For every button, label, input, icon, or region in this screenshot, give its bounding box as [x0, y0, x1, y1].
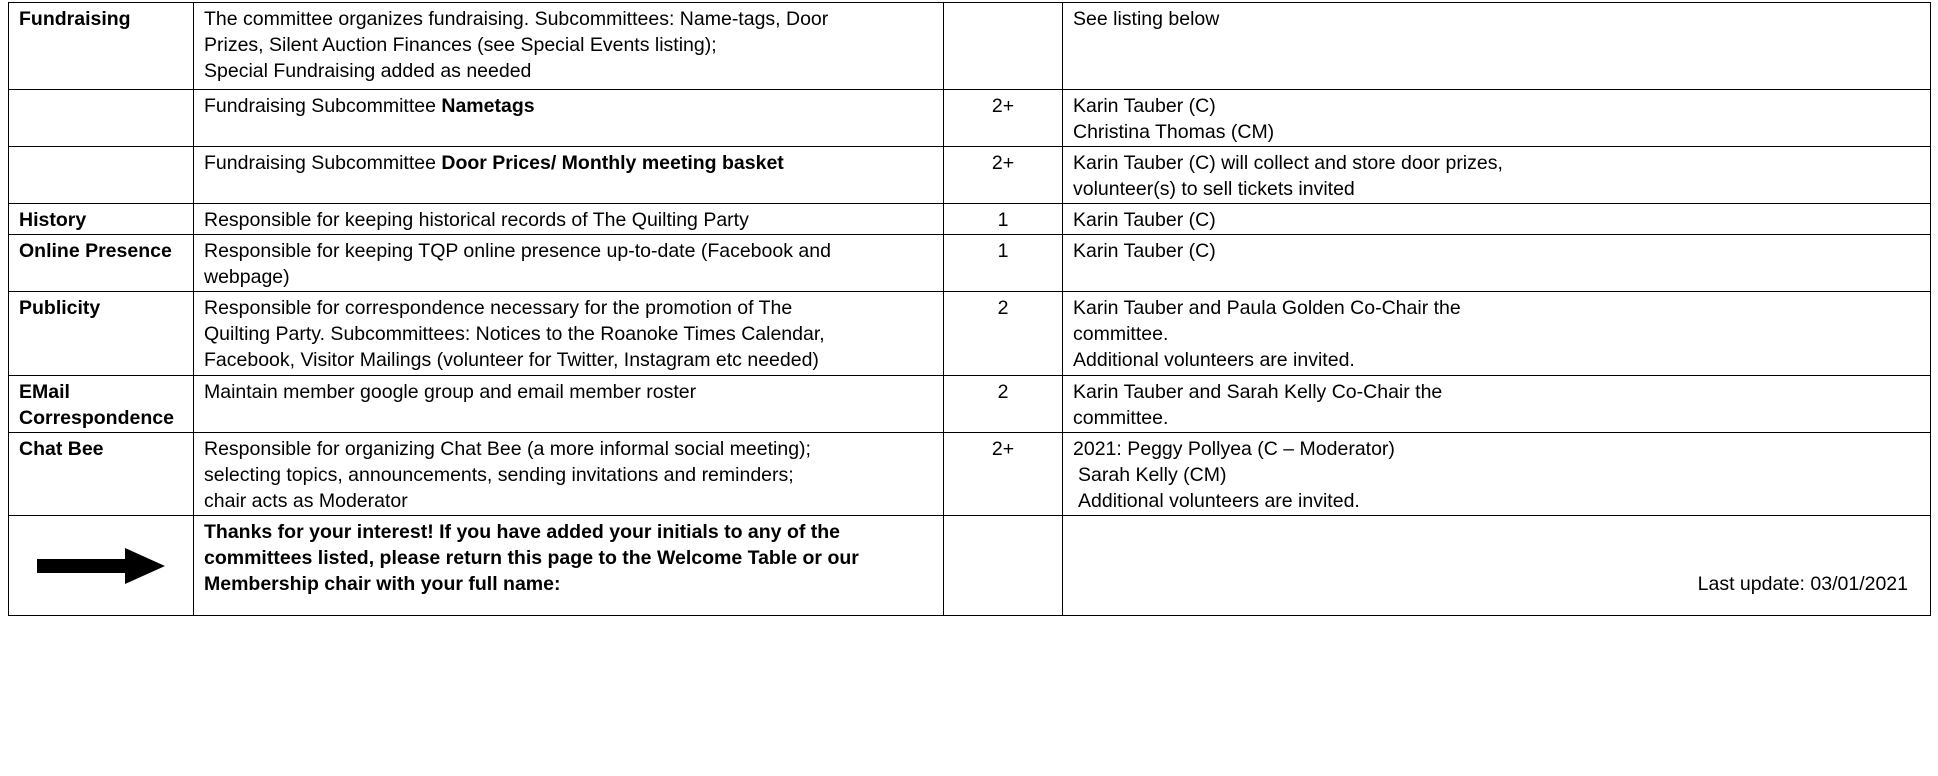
last-update-cell	[1063, 516, 1931, 616]
table-row	[9, 376, 1931, 433]
volunteer-line: 2021: Peggy Pollyea (C – Moderator)	[1073, 438, 1395, 460]
committee-name	[9, 147, 194, 204]
table-row	[9, 3, 1931, 90]
description-line: Responsible for organizing Chat Bee (a more informal social meeting);	[204, 438, 811, 460]
volunteer-count: 2+	[944, 90, 1063, 147]
volunteer-names	[1063, 204, 1931, 235]
volunteer-line: committee.	[1073, 407, 1169, 429]
volunteer-line: Karin Tauber (C)	[1073, 95, 1216, 117]
description-line: Responsible for keeping TQP online presence up-to-date (Facebook and	[204, 240, 831, 262]
description-text: Fundraising Subcommittee	[204, 95, 442, 117]
committee-name	[9, 90, 194, 147]
last-update: Last update: 03/01/2021	[1697, 573, 1908, 595]
committee-description	[194, 147, 944, 204]
committee-description	[194, 204, 944, 235]
committee-description	[194, 292, 944, 376]
volunteer-count	[944, 3, 1063, 90]
volunteer-names	[1063, 376, 1931, 433]
message-line: Membership chair with your full name:	[204, 573, 561, 595]
committee-description	[194, 235, 944, 292]
thanks-message	[194, 516, 944, 616]
volunteer-line: Christina Thomas (CM)	[1073, 121, 1275, 143]
description-text: Fundraising Subcommittee	[204, 152, 442, 174]
empty-cell	[944, 516, 1063, 616]
volunteer-names	[1063, 433, 1931, 516]
volunteer-names	[1063, 235, 1931, 292]
table-row	[9, 147, 1931, 204]
message-line: committees listed, please return this page to the Welcome Table or our	[204, 547, 859, 569]
volunteer-line: volunteer(s) to sell tickets invited	[1073, 178, 1355, 200]
committee-table	[8, 2, 1931, 616]
volunteer-line: Karin Tauber (C)	[1073, 240, 1216, 262]
volunteer-count: 1	[944, 235, 1063, 292]
volunteer-names	[1063, 90, 1931, 147]
volunteer-line: Karin Tauber and Paula Golden Co-Chair the	[1073, 297, 1461, 319]
description-line: chair acts as Moderator	[204, 490, 408, 512]
description-line: Special Fundraising added as needed	[204, 60, 532, 82]
volunteer-line: See listing below	[1073, 8, 1220, 30]
volunteer-count: 2	[944, 292, 1063, 376]
message-line: Thanks for your interest! If you have added your initials to any of the	[204, 521, 841, 543]
committee-description	[194, 90, 944, 147]
volunteer-names	[1063, 3, 1931, 90]
volunteer-line: Karin Tauber (C)	[1073, 209, 1216, 231]
description-line: Quilting Party. Subcommittees: Notices to the Roanoke Times Calendar,	[204, 323, 825, 345]
volunteer-line: committee.	[1073, 323, 1169, 345]
description-line: Responsible for correspondence necessary for the promotion of The	[204, 297, 793, 319]
table-row	[9, 235, 1931, 292]
committee-name: Fundraising	[9, 3, 194, 90]
volunteer-line: Additional volunteers are invited.	[1078, 490, 1360, 512]
volunteer-line: Karin Tauber (C) will collect and store door prizes,	[1073, 152, 1503, 174]
committee-description	[194, 3, 944, 90]
subcommittee-name: Door Prices/ Monthly meeting basket	[441, 152, 784, 174]
description-line: Responsible for keeping historical records of The Quilting Party	[204, 209, 749, 231]
committee-name: Publicity	[9, 292, 194, 376]
table-row	[9, 433, 1931, 516]
description-line: Facebook, Visitor Mailings (volunteer for Twitter, Instagram etc needed)	[204, 349, 819, 371]
description-line: webpage)	[204, 266, 290, 288]
table-row	[9, 204, 1931, 235]
right-arrow-icon	[37, 548, 165, 584]
volunteer-count: 2+	[944, 433, 1063, 516]
description-line: Prizes, Silent Auction Finances (see Special Events listing);	[204, 34, 717, 56]
volunteer-line: Sarah Kelly (CM)	[1078, 464, 1227, 486]
committee-name: Online Presence	[9, 235, 194, 292]
committee-name: History	[9, 204, 194, 235]
table-row	[9, 90, 1931, 147]
committee-description	[194, 433, 944, 516]
volunteer-names	[1063, 147, 1931, 204]
volunteer-line: Additional volunteers are invited.	[1073, 349, 1355, 371]
table-row	[9, 516, 1931, 616]
arrow-cell	[9, 516, 194, 616]
description-line: The committee organizes fundraising. Subcommittees: Name-tags, Door	[204, 8, 829, 30]
description-line: Maintain member google group and email member roster	[204, 381, 697, 403]
volunteer-count: 2	[944, 376, 1063, 433]
committee-name: EMail Correspondence	[9, 376, 194, 433]
volunteer-count: 2+	[944, 147, 1063, 204]
committee-name: Chat Bee	[9, 433, 194, 516]
subcommittee-name: Nametags	[441, 95, 535, 117]
volunteer-count: 1	[944, 204, 1063, 235]
volunteer-line: Karin Tauber and Sarah Kelly Co-Chair the	[1073, 381, 1443, 403]
table-row	[9, 292, 1931, 376]
description-line: selecting topics, announcements, sending invitations and reminders;	[204, 464, 794, 486]
volunteer-names	[1063, 292, 1931, 376]
committee-description	[194, 376, 944, 433]
